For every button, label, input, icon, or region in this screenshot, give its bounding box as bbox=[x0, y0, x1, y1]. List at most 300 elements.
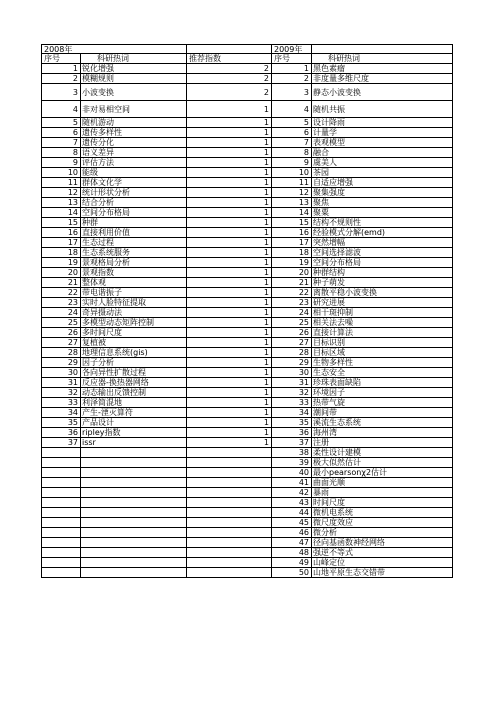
table-row bbox=[41, 408, 453, 418]
count-left-cell[interactable] bbox=[187, 508, 272, 518]
table-row bbox=[41, 328, 453, 338]
seq-left-cell[interactable] bbox=[41, 548, 81, 558]
keyword-right-cell[interactable]: 聚粟 bbox=[312, 208, 453, 218]
keyword-left-cell[interactable]: 统计形状分析 bbox=[81, 188, 187, 198]
table-row bbox=[41, 198, 453, 208]
seq-right-cell[interactable]: 22 bbox=[272, 288, 312, 298]
keyword-left-cell[interactable] bbox=[81, 538, 187, 548]
count-left-cell[interactable]: 1 bbox=[187, 198, 272, 208]
table-row bbox=[41, 168, 453, 178]
table-body bbox=[41, 64, 453, 578]
keyword-right-cell[interactable]: 海州湾 bbox=[312, 428, 453, 438]
seq-right-cell[interactable]: 8 bbox=[272, 148, 312, 158]
header-keyword-left[interactable]: 科研热词 bbox=[81, 54, 187, 64]
table-row bbox=[41, 548, 453, 558]
count-left-cell[interactable] bbox=[187, 458, 272, 468]
seq-right-cell[interactable]: 18 bbox=[272, 248, 312, 258]
keyword-left-cell[interactable]: 因子分析 bbox=[81, 358, 187, 368]
keyword-left-cell[interactable]: 种群 bbox=[81, 218, 187, 228]
keyword-left-cell[interactable]: issr bbox=[81, 438, 187, 448]
count-left-cell[interactable]: 1 bbox=[187, 258, 272, 268]
keyword-right-cell[interactable]: 环境因子 bbox=[312, 388, 453, 398]
count-left-cell[interactable]: 1 bbox=[187, 318, 272, 328]
count-left-cell[interactable]: 1 bbox=[187, 158, 272, 168]
count-left-cell[interactable]: 1 bbox=[187, 278, 272, 288]
keyword-right-cell[interactable]: 时间尺度 bbox=[312, 498, 453, 508]
table-row bbox=[41, 218, 453, 228]
keyword-right-cell[interactable]: 热带气旋 bbox=[312, 398, 453, 408]
seq-left-cell[interactable]: 26 bbox=[41, 328, 81, 338]
count-left-cell[interactable]: 1 bbox=[187, 298, 272, 308]
seq-left-cell[interactable]: 23 bbox=[41, 298, 81, 308]
seq-left-cell[interactable]: 31 bbox=[41, 378, 81, 388]
seq-right-cell[interactable]: 26 bbox=[272, 328, 312, 338]
keyword-left-cell[interactable] bbox=[81, 478, 187, 488]
seq-left-cell[interactable]: 30 bbox=[41, 368, 81, 378]
seq-left-cell[interactable] bbox=[41, 518, 81, 528]
table-row bbox=[41, 188, 453, 198]
keyword-left-cell[interactable] bbox=[81, 468, 187, 478]
year-right-fill[interactable] bbox=[312, 44, 453, 54]
table-row bbox=[41, 148, 453, 158]
keyword-left-cell[interactable]: 生态过程 bbox=[81, 238, 187, 248]
keyword-right-cell[interactable]: 生态安全 bbox=[312, 368, 453, 378]
seq-right-cell[interactable]: 3 bbox=[272, 84, 312, 101]
seq-left-cell[interactable]: 20 bbox=[41, 268, 81, 278]
table-row bbox=[41, 138, 453, 148]
keyword-left-cell[interactable]: 结合分析 bbox=[81, 198, 187, 208]
seq-right-cell[interactable]: 4 bbox=[272, 101, 312, 118]
keyword-left-cell[interactable]: 各向异性扩散过程 bbox=[81, 368, 187, 378]
keyword-left-cell[interactable]: 动态输出反馈控制 bbox=[81, 388, 187, 398]
keyword-right-cell[interactable]: 柔性设计建模 bbox=[312, 448, 453, 458]
keyword-left-cell[interactable]: 反应器-换热器网络 bbox=[81, 378, 187, 388]
seq-left-cell[interactable] bbox=[41, 468, 81, 478]
seq-left-cell[interactable] bbox=[41, 478, 81, 488]
seq-left-cell[interactable] bbox=[41, 488, 81, 498]
year-right[interactable]: 2009年 bbox=[272, 44, 312, 54]
count-left-cell[interactable]: 1 bbox=[187, 348, 272, 358]
count-left-cell[interactable]: 1 bbox=[187, 368, 272, 378]
count-left-cell[interactable]: 1 bbox=[187, 418, 272, 428]
seq-left-cell[interactable]: 24 bbox=[41, 308, 81, 318]
keyword-right-cell[interactable]: 静态小波变换 bbox=[312, 84, 453, 101]
count-left-cell[interactable]: 1 bbox=[187, 118, 272, 128]
table-row bbox=[41, 508, 453, 518]
seq-left-cell[interactable]: 9 bbox=[41, 158, 81, 168]
count-left-cell[interactable] bbox=[187, 548, 272, 558]
table-row bbox=[41, 228, 453, 238]
seq-left-cell[interactable]: 5 bbox=[41, 118, 81, 128]
seq-right-cell[interactable]: 30 bbox=[272, 368, 312, 378]
table-row bbox=[41, 84, 453, 101]
keyword-left-cell[interactable]: 群体文化学 bbox=[81, 178, 187, 188]
count-left-cell[interactable]: 1 bbox=[187, 208, 272, 218]
seq-left-cell[interactable]: 11 bbox=[41, 178, 81, 188]
seq-left-cell[interactable]: 15 bbox=[41, 218, 81, 228]
seq-left-cell[interactable]: 22 bbox=[41, 288, 81, 298]
keyword-left-cell[interactable]: 评估方法 bbox=[81, 158, 187, 168]
keyword-left-cell[interactable]: 带电谐振子 bbox=[81, 288, 187, 298]
count-left-cell[interactable] bbox=[187, 478, 272, 488]
header-keyword-right[interactable]: 科研热词 bbox=[312, 54, 453, 64]
seq-right-cell[interactable]: 48 bbox=[272, 548, 312, 558]
seq-right-cell[interactable]: 23 bbox=[272, 298, 312, 308]
seq-right-cell[interactable]: 25 bbox=[272, 318, 312, 328]
keyword-right-cell[interactable]: 目标识别 bbox=[312, 338, 453, 348]
keyword-right-cell[interactable]: 种子萌发 bbox=[312, 278, 453, 288]
table-row bbox=[41, 128, 453, 138]
seq-right-cell[interactable]: 33 bbox=[272, 398, 312, 408]
year-left-fill-2[interactable] bbox=[187, 44, 272, 54]
count-left-cell[interactable]: 1 bbox=[187, 148, 272, 158]
table-row bbox=[41, 178, 453, 188]
count-left-cell[interactable]: 1 bbox=[187, 248, 272, 258]
seq-left-cell[interactable]: 36 bbox=[41, 428, 81, 438]
seq-right-cell[interactable]: 45 bbox=[272, 518, 312, 528]
count-left-cell[interactable]: 1 bbox=[187, 398, 272, 408]
count-left-cell[interactable]: 1 bbox=[187, 288, 272, 298]
seq-right-cell[interactable]: 5 bbox=[272, 118, 312, 128]
seq-left-cell[interactable]: 21 bbox=[41, 278, 81, 288]
seq-left-cell[interactable]: 7 bbox=[41, 138, 81, 148]
seq-right-cell[interactable]: 15 bbox=[272, 218, 312, 228]
keyword-right-cell[interactable]: 设计降雨 bbox=[312, 118, 453, 128]
keyword-left-cell[interactable]: 产生-湮灭算符 bbox=[81, 408, 187, 418]
header-seq-left[interactable]: 序号 bbox=[41, 54, 81, 64]
seq-left-cell[interactable]: 37 bbox=[41, 438, 81, 448]
table-row bbox=[41, 368, 453, 378]
count-left-cell[interactable] bbox=[187, 498, 272, 508]
keyword-left-cell[interactable]: 空间分布格局 bbox=[81, 208, 187, 218]
keyword-left-cell[interactable]: 遗传分化 bbox=[81, 138, 187, 148]
seq-right-cell[interactable]: 17 bbox=[272, 238, 312, 248]
keyword-left-cell[interactable]: 直接利用价值 bbox=[81, 228, 187, 238]
keyword-right-cell[interactable]: 极大似然估计 bbox=[312, 458, 453, 468]
count-left-cell[interactable]: 1 bbox=[187, 228, 272, 238]
seq-right-cell[interactable]: 27 bbox=[272, 338, 312, 348]
keyword-right-cell[interactable]: 山峰定位 bbox=[312, 558, 453, 568]
keyword-right-cell[interactable]: 目标区域 bbox=[312, 348, 453, 358]
keyword-right-cell[interactable]: 微分析 bbox=[312, 528, 453, 538]
keyword-right-cell[interactable]: 空间选择滤波 bbox=[312, 248, 453, 258]
seq-right-cell[interactable]: 11 bbox=[272, 178, 312, 188]
seq-right-cell[interactable]: 44 bbox=[272, 508, 312, 518]
keyword-right-cell[interactable]: 突然增幅 bbox=[312, 238, 453, 248]
keyword-left-cell[interactable]: 遗传多样性 bbox=[81, 128, 187, 138]
keyword-right-cell[interactable]: 离散平稳小波变换 bbox=[312, 288, 453, 298]
keyword-left-cell[interactable] bbox=[81, 458, 187, 468]
seq-right-cell[interactable]: 20 bbox=[272, 268, 312, 278]
table-row bbox=[41, 458, 453, 468]
table-row bbox=[41, 208, 453, 218]
keyword-left-cell[interactable]: 多时间尺度 bbox=[81, 328, 187, 338]
header-seq-right[interactable]: 序号 bbox=[272, 54, 312, 64]
seq-left-cell[interactable]: 19 bbox=[41, 258, 81, 268]
keyword-left-cell[interactable]: 产品设计 bbox=[81, 418, 187, 428]
count-left-cell[interactable]: 1 bbox=[187, 128, 272, 138]
keyword-left-cell[interactable]: 模糊规则 bbox=[81, 74, 187, 84]
seq-left-cell[interactable]: 17 bbox=[41, 238, 81, 248]
keyword-right-cell[interactable]: 研究进展 bbox=[312, 298, 453, 308]
count-left-cell[interactable]: 1 bbox=[187, 328, 272, 338]
keyword-left-cell[interactable] bbox=[81, 488, 187, 498]
count-left-cell[interactable]: 1 bbox=[187, 101, 272, 118]
keyword-left-cell[interactable]: 景观格局分析 bbox=[81, 258, 187, 268]
table-row bbox=[41, 348, 453, 358]
seq-left-cell[interactable]: 34 bbox=[41, 408, 81, 418]
keyword-right-cell[interactable]: 计量学 bbox=[312, 128, 453, 138]
count-left-cell[interactable] bbox=[187, 448, 272, 458]
seq-right-cell[interactable]: 16 bbox=[272, 228, 312, 238]
keyword-left-cell[interactable]: 多模型动态矩阵控制 bbox=[81, 318, 187, 328]
seq-right-cell[interactable]: 10 bbox=[272, 168, 312, 178]
header-count-left[interactable]: 推荐指数 bbox=[187, 54, 272, 64]
keyword-right-cell[interactable]: 生物多样性 bbox=[312, 358, 453, 368]
keyword-right-cell[interactable]: 微机电系统 bbox=[312, 508, 453, 518]
seq-right-cell[interactable]: 50 bbox=[272, 568, 312, 578]
seq-right-cell[interactable]: 42 bbox=[272, 488, 312, 498]
seq-right-cell[interactable]: 39 bbox=[272, 458, 312, 468]
keyword-left-cell[interactable]: 小波变换 bbox=[81, 84, 187, 101]
keyword-right-cell[interactable]: 暴雨 bbox=[312, 488, 453, 498]
seq-right-cell[interactable]: 7 bbox=[272, 138, 312, 148]
count-left-cell[interactable] bbox=[187, 538, 272, 548]
keyword-right-cell[interactable]: 黑色素瘤 bbox=[312, 64, 453, 74]
seq-right-cell[interactable]: 29 bbox=[272, 358, 312, 368]
keyword-left-cell[interactable]: ripley指数 bbox=[81, 428, 187, 438]
seq-left-cell[interactable]: 28 bbox=[41, 348, 81, 358]
seq-right-cell[interactable]: 38 bbox=[272, 448, 312, 458]
table-row bbox=[41, 358, 453, 368]
seq-right-cell[interactable]: 36 bbox=[272, 428, 312, 438]
count-left-cell[interactable] bbox=[187, 468, 272, 478]
keyword-left-cell[interactable] bbox=[81, 548, 187, 558]
keyword-right-cell[interactable]: 种群结构 bbox=[312, 268, 453, 278]
keyword-right-cell[interactable]: 表观模型 bbox=[312, 138, 453, 148]
count-left-cell[interactable]: 1 bbox=[187, 388, 272, 398]
seq-right-cell[interactable]: 47 bbox=[272, 538, 312, 548]
keyword-left-cell[interactable]: 复植被 bbox=[81, 338, 187, 348]
seq-right-cell[interactable]: 12 bbox=[272, 188, 312, 198]
keyword-right-cell[interactable]: 自适应增强 bbox=[312, 178, 453, 188]
seq-right-cell[interactable]: 1 bbox=[272, 64, 312, 74]
keyword-right-cell[interactable]: 聚集强度 bbox=[312, 188, 453, 198]
table-row bbox=[41, 528, 453, 538]
count-left-cell[interactable]: 1 bbox=[187, 138, 272, 148]
keyword-right-cell[interactable]: 径向基函数神经网络 bbox=[312, 538, 453, 548]
seq-left-cell[interactable] bbox=[41, 568, 81, 578]
count-left-cell[interactable]: 2 bbox=[187, 74, 272, 84]
count-left-cell[interactable]: 1 bbox=[187, 408, 272, 418]
seq-right-cell[interactable]: 9 bbox=[272, 158, 312, 168]
count-left-cell[interactable]: 1 bbox=[187, 308, 272, 318]
keyword-right-cell[interactable]: 非度量多维尺度 bbox=[312, 74, 453, 84]
seq-left-cell[interactable] bbox=[41, 458, 81, 468]
table-row bbox=[41, 378, 453, 388]
keyword-left-cell[interactable] bbox=[81, 518, 187, 528]
seq-left-cell[interactable] bbox=[41, 448, 81, 458]
keyword-right-cell[interactable]: 随机共振 bbox=[312, 101, 453, 118]
table-row bbox=[41, 518, 453, 528]
keyword-left-cell[interactable] bbox=[81, 568, 187, 578]
table-row bbox=[41, 118, 453, 128]
count-left-cell[interactable]: 2 bbox=[187, 84, 272, 101]
keyword-right-cell[interactable]: 山地平原生态交错带 bbox=[312, 568, 453, 578]
table-row bbox=[41, 238, 453, 248]
seq-left-cell[interactable]: 29 bbox=[41, 358, 81, 368]
keyword-right-cell[interactable]: 聚焦 bbox=[312, 198, 453, 208]
keyword-right-cell[interactable]: 潮间带 bbox=[312, 408, 453, 418]
keyword-left-cell[interactable]: 利泽简混地 bbox=[81, 398, 187, 408]
seq-right-cell[interactable]: 37 bbox=[272, 438, 312, 448]
seq-right-cell[interactable]: 32 bbox=[272, 388, 312, 398]
table-row bbox=[41, 258, 453, 268]
table-row bbox=[41, 64, 453, 74]
count-left-cell[interactable]: 1 bbox=[187, 238, 272, 248]
seq-right-cell[interactable]: 49 bbox=[272, 558, 312, 568]
keyword-left-cell[interactable]: 锐化增强 bbox=[81, 64, 187, 74]
keyword-left-cell[interactable]: 地理信息系统(gis) bbox=[81, 348, 187, 358]
keyword-left-cell[interactable]: 实时人脸特征提取 bbox=[81, 298, 187, 308]
keyword-left-cell[interactable] bbox=[81, 498, 187, 508]
seq-right-cell[interactable]: 6 bbox=[272, 128, 312, 138]
count-left-cell[interactable] bbox=[187, 518, 272, 528]
keyword-right-cell[interactable]: 微尺度效应 bbox=[312, 518, 453, 528]
keyword-right-cell[interactable]: 强逆不等式 bbox=[312, 548, 453, 558]
keyword-right-cell[interactable]: 茶园 bbox=[312, 168, 453, 178]
table-row bbox=[41, 398, 453, 408]
keyword-left-cell[interactable]: 生态系统服务 bbox=[81, 248, 187, 258]
count-left-cell[interactable]: 1 bbox=[187, 438, 272, 448]
seq-left-cell[interactable]: 4 bbox=[41, 101, 81, 118]
count-left-cell[interactable]: 2 bbox=[187, 64, 272, 74]
seq-left-cell[interactable]: 6 bbox=[41, 128, 81, 138]
keyword-left-cell[interactable]: 景观指数 bbox=[81, 268, 187, 278]
seq-left-cell[interactable]: 25 bbox=[41, 318, 81, 328]
keyword-right-cell[interactable]: 直接计算法 bbox=[312, 328, 453, 338]
table-row bbox=[41, 101, 453, 118]
table-row bbox=[41, 488, 453, 498]
seq-left-cell[interactable]: 27 bbox=[41, 338, 81, 348]
header-row bbox=[41, 54, 453, 64]
seq-right-cell[interactable]: 28 bbox=[272, 348, 312, 358]
seq-left-cell[interactable]: 13 bbox=[41, 198, 81, 208]
count-left-cell[interactable] bbox=[187, 488, 272, 498]
seq-left-cell[interactable]: 10 bbox=[41, 168, 81, 178]
seq-left-cell[interactable]: 16 bbox=[41, 228, 81, 238]
seq-right-cell[interactable]: 2 bbox=[272, 74, 312, 84]
keyword-right-cell[interactable]: 经验模式分解(emd) bbox=[312, 228, 453, 238]
count-left-cell[interactable]: 1 bbox=[187, 178, 272, 188]
table-row bbox=[41, 418, 453, 428]
seq-left-cell[interactable]: 12 bbox=[41, 188, 81, 198]
keyword-right-cell[interactable]: 虞美人 bbox=[312, 158, 453, 168]
table-row bbox=[41, 338, 453, 348]
seq-left-cell[interactable]: 32 bbox=[41, 388, 81, 398]
keyword-left-cell[interactable]: 语义差异 bbox=[81, 148, 187, 158]
seq-right-cell[interactable]: 35 bbox=[272, 418, 312, 428]
seq-left-cell[interactable]: 33 bbox=[41, 398, 81, 408]
keyword-left-cell[interactable]: 随机游动 bbox=[81, 118, 187, 128]
seq-right-cell[interactable]: 40 bbox=[272, 468, 312, 478]
table-row bbox=[41, 74, 453, 84]
keyword-right-cell[interactable]: 溪流生态系统 bbox=[312, 418, 453, 428]
count-left-cell[interactable]: 1 bbox=[187, 168, 272, 178]
seq-left-cell[interactable] bbox=[41, 508, 81, 518]
seq-right-cell[interactable]: 41 bbox=[272, 478, 312, 488]
keyword-right-cell[interactable]: 结构不规则性 bbox=[312, 218, 453, 228]
keyword-right-cell[interactable]: 相干斑抑制 bbox=[312, 308, 453, 318]
keyword-right-cell[interactable]: 相关法去噪 bbox=[312, 318, 453, 328]
count-left-cell[interactable]: 1 bbox=[187, 268, 272, 278]
seq-right-cell[interactable]: 19 bbox=[272, 258, 312, 268]
seq-left-cell[interactable] bbox=[41, 498, 81, 508]
count-left-cell[interactable]: 1 bbox=[187, 338, 272, 348]
table-row bbox=[41, 298, 453, 308]
year-left[interactable]: 2008年 bbox=[41, 44, 81, 54]
count-left-cell[interactable]: 1 bbox=[187, 428, 272, 438]
keyword-right-cell[interactable]: 曲面光顺 bbox=[312, 478, 453, 488]
seq-left-cell[interactable]: 3 bbox=[41, 84, 81, 101]
keyword-left-cell[interactable]: 整体观 bbox=[81, 278, 187, 288]
count-left-cell[interactable] bbox=[187, 568, 272, 578]
keyword-right-cell[interactable]: 融合 bbox=[312, 148, 453, 158]
keyword-right-cell[interactable]: 空间分布格局 bbox=[312, 258, 453, 268]
keyword-right-cell[interactable]: 珍珠表面缺陷 bbox=[312, 378, 453, 388]
seq-right-cell[interactable]: 24 bbox=[272, 308, 312, 318]
keyword-left-cell[interactable] bbox=[81, 508, 187, 518]
seq-left-cell[interactable]: 35 bbox=[41, 418, 81, 428]
seq-left-cell[interactable]: 2 bbox=[41, 74, 81, 84]
count-left-cell[interactable] bbox=[187, 558, 272, 568]
seq-left-cell[interactable] bbox=[41, 558, 81, 568]
table-row bbox=[41, 448, 453, 458]
seq-right-cell[interactable]: 43 bbox=[272, 498, 312, 508]
count-left-cell[interactable]: 1 bbox=[187, 358, 272, 368]
spreadsheet-table bbox=[41, 44, 453, 578]
count-left-cell[interactable]: 1 bbox=[187, 218, 272, 228]
keyword-left-cell[interactable] bbox=[81, 448, 187, 458]
table-row bbox=[41, 468, 453, 478]
seq-left-cell[interactable] bbox=[41, 538, 81, 548]
seq-right-cell[interactable]: 34 bbox=[272, 408, 312, 418]
seq-right-cell[interactable]: 13 bbox=[272, 198, 312, 208]
table-row bbox=[41, 568, 453, 578]
keyword-left-cell[interactable]: 能级 bbox=[81, 168, 187, 178]
keyword-left-cell[interactable] bbox=[81, 528, 187, 538]
keyword-right-cell[interactable]: 注册 bbox=[312, 438, 453, 448]
seq-right-cell[interactable]: 14 bbox=[272, 208, 312, 218]
seq-left-cell[interactable]: 1 bbox=[41, 64, 81, 74]
seq-left-cell[interactable]: 8 bbox=[41, 148, 81, 158]
seq-left-cell[interactable] bbox=[41, 528, 81, 538]
count-left-cell[interactable] bbox=[187, 528, 272, 538]
seq-left-cell[interactable]: 18 bbox=[41, 248, 81, 258]
seq-right-cell[interactable]: 31 bbox=[272, 378, 312, 388]
seq-left-cell[interactable]: 14 bbox=[41, 208, 81, 218]
keyword-left-cell[interactable]: 非对易相空间 bbox=[81, 101, 187, 118]
seq-right-cell[interactable]: 21 bbox=[272, 278, 312, 288]
count-left-cell[interactable]: 1 bbox=[187, 188, 272, 198]
seq-right-cell[interactable]: 46 bbox=[272, 528, 312, 538]
keyword-right-cell[interactable]: 最小pearsonχ2估计 bbox=[312, 468, 453, 478]
year-left-fill[interactable] bbox=[81, 44, 187, 54]
keyword-left-cell[interactable]: 奇异摄动法 bbox=[81, 308, 187, 318]
count-left-cell[interactable]: 1 bbox=[187, 378, 272, 388]
keyword-left-cell[interactable] bbox=[81, 558, 187, 568]
table-row bbox=[41, 278, 453, 288]
